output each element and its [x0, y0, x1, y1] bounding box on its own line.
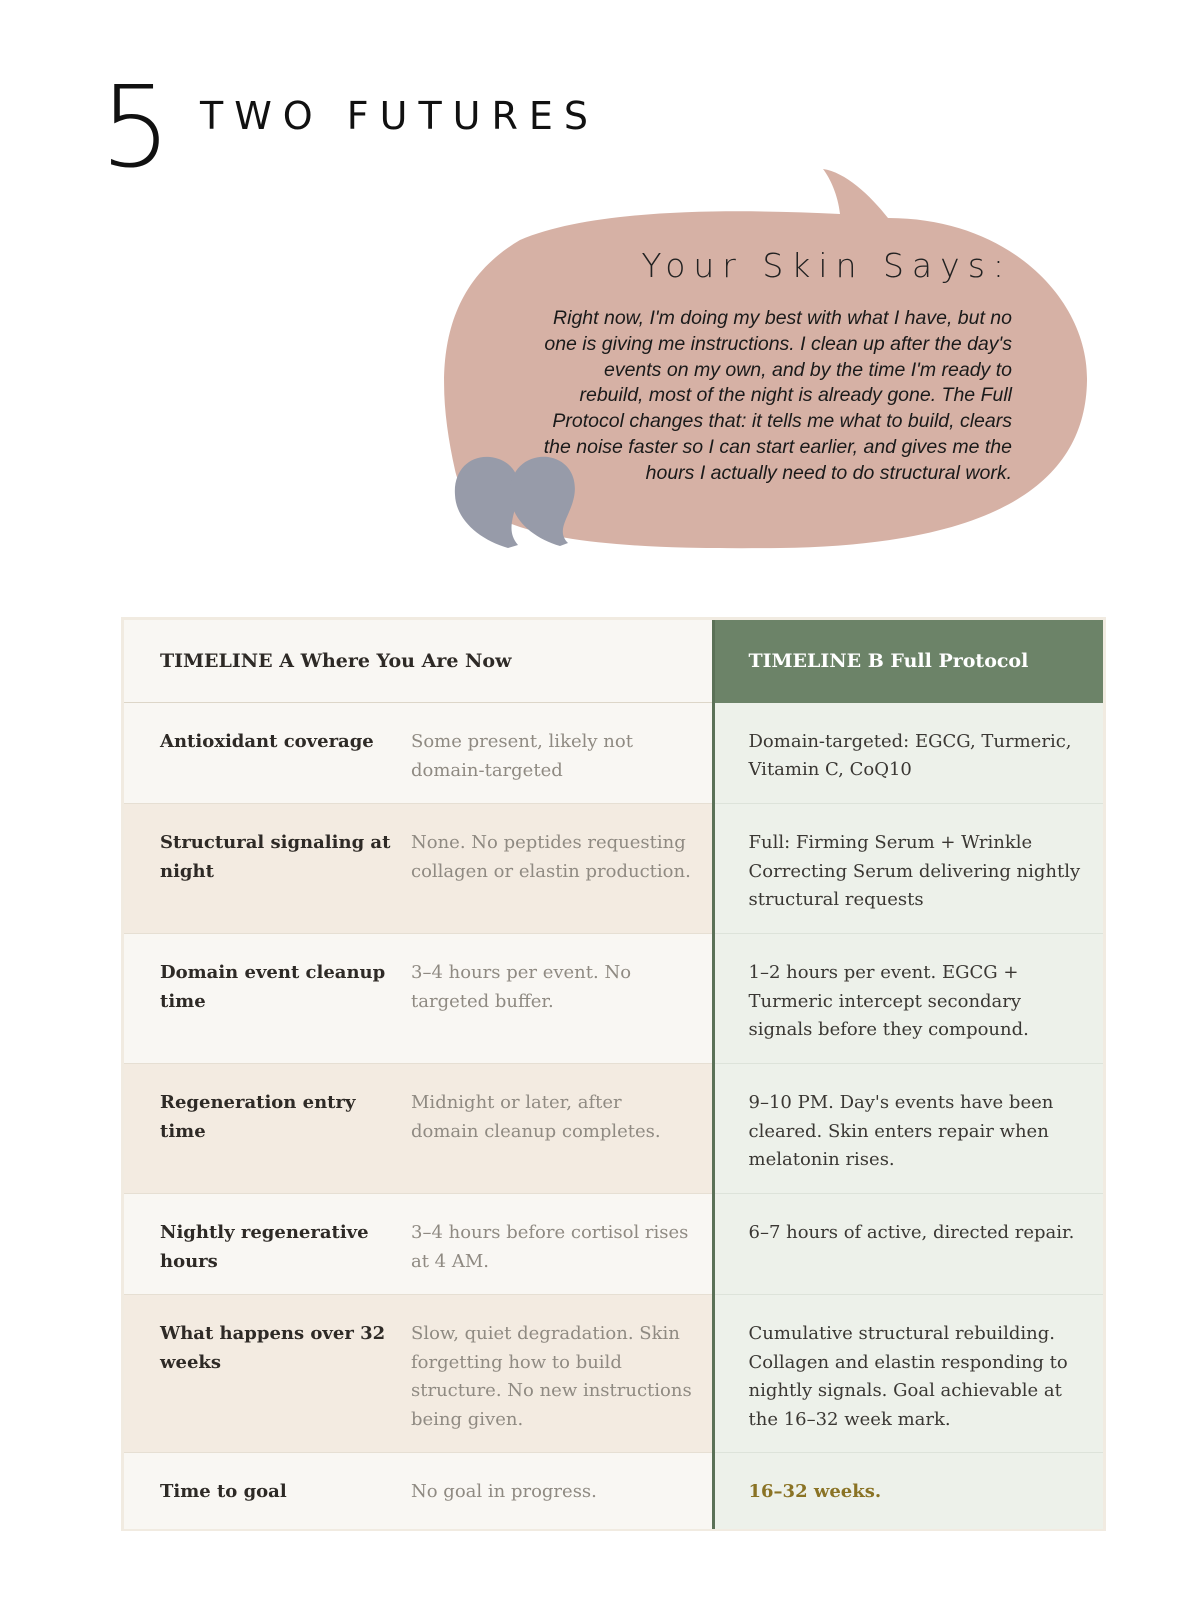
comparison-table: [121, 617, 1106, 1531]
timeline-b-cell: 16–32 weeks.: [713, 1453, 1103, 1529]
timeline-a-cell: 3–4 hours before cortisol rises at 4 AM.: [411, 1194, 713, 1295]
timeline-a-header: TIMELINE A Where You Are Now: [124, 620, 713, 703]
timeline-a-cell: 3–4 hours per event. No targeted buffer.: [411, 934, 713, 1064]
timeline-a-cell: Some present, likely not domain-targeted: [411, 703, 713, 804]
timeline-b-cell: 9–10 PM. Day's events have been cleared. Skin enters repair when melatonin rises.: [713, 1064, 1103, 1194]
section-title: TWO FUTURES: [200, 94, 600, 138]
table-row: [124, 1453, 1103, 1529]
timeline-b-cell: 6–7 hours of active, directed repair.: [713, 1194, 1103, 1295]
quote-text: Right now, I'm doing my best with what I have, but no one is giving me instructions. I clean up after the day's events on my own, and by the time I'm ready to rebuild, most of the night is already gone. The Full Protocol changes that: it tells me what to build, clears the noise faster so I can start earlier, and gives me the hours I actually need to do structural work.: [543, 307, 1012, 484]
section-number: 5: [100, 63, 172, 193]
table-row: [124, 1194, 1103, 1295]
timeline-a-cell: None. No peptides requesting collagen or elastin production.: [411, 804, 713, 934]
row-label: Domain event cleanup time: [124, 934, 411, 1064]
table-row: [124, 804, 1103, 934]
row-label: What happens over 32 weeks: [124, 1295, 411, 1453]
timeline-b-cell: Domain-targeted: EGCG, Turmeric, Vitamin C, CoQ10: [713, 703, 1103, 804]
row-label: Structural signaling at night: [124, 804, 411, 934]
timeline-a-cell: No goal in progress.: [411, 1453, 713, 1529]
table-row: [124, 934, 1103, 1064]
timeline-a-cell: Slow, quiet degradation. Skin forgetting how to build structure. No new instructions being given.: [411, 1295, 713, 1453]
timeline-a-cell: Midnight or later, after domain cleanup completes.: [411, 1064, 713, 1194]
timeline-b-cell: Full: Firming Serum + Wrinkle Correcting Serum delivering nightly structural requests: [713, 804, 1103, 934]
row-label: Regeneration entry time: [124, 1064, 411, 1194]
quote-heading: Your Skin Says:: [641, 246, 1012, 285]
table-row: [124, 1295, 1103, 1453]
timeline-b-header: TIMELINE B Full Protocol: [713, 620, 1103, 703]
speech-bubble: [0, 0, 1200, 600]
row-label: Nightly regenerative hours: [124, 1194, 411, 1295]
row-label: Time to goal: [124, 1453, 411, 1529]
timeline-b-cell: Cumulative structural rebuilding. Collagen and elastin responding to nightly signals. Goal achievable at the 16–32 week mark.: [713, 1295, 1103, 1453]
table-row: [124, 703, 1103, 804]
timeline-b-cell: 1–2 hours per event. EGCG + Turmeric intercept secondary signals before they compound.: [713, 934, 1103, 1064]
table-row: [124, 1064, 1103, 1194]
row-label: Antioxidant coverage: [124, 703, 411, 804]
